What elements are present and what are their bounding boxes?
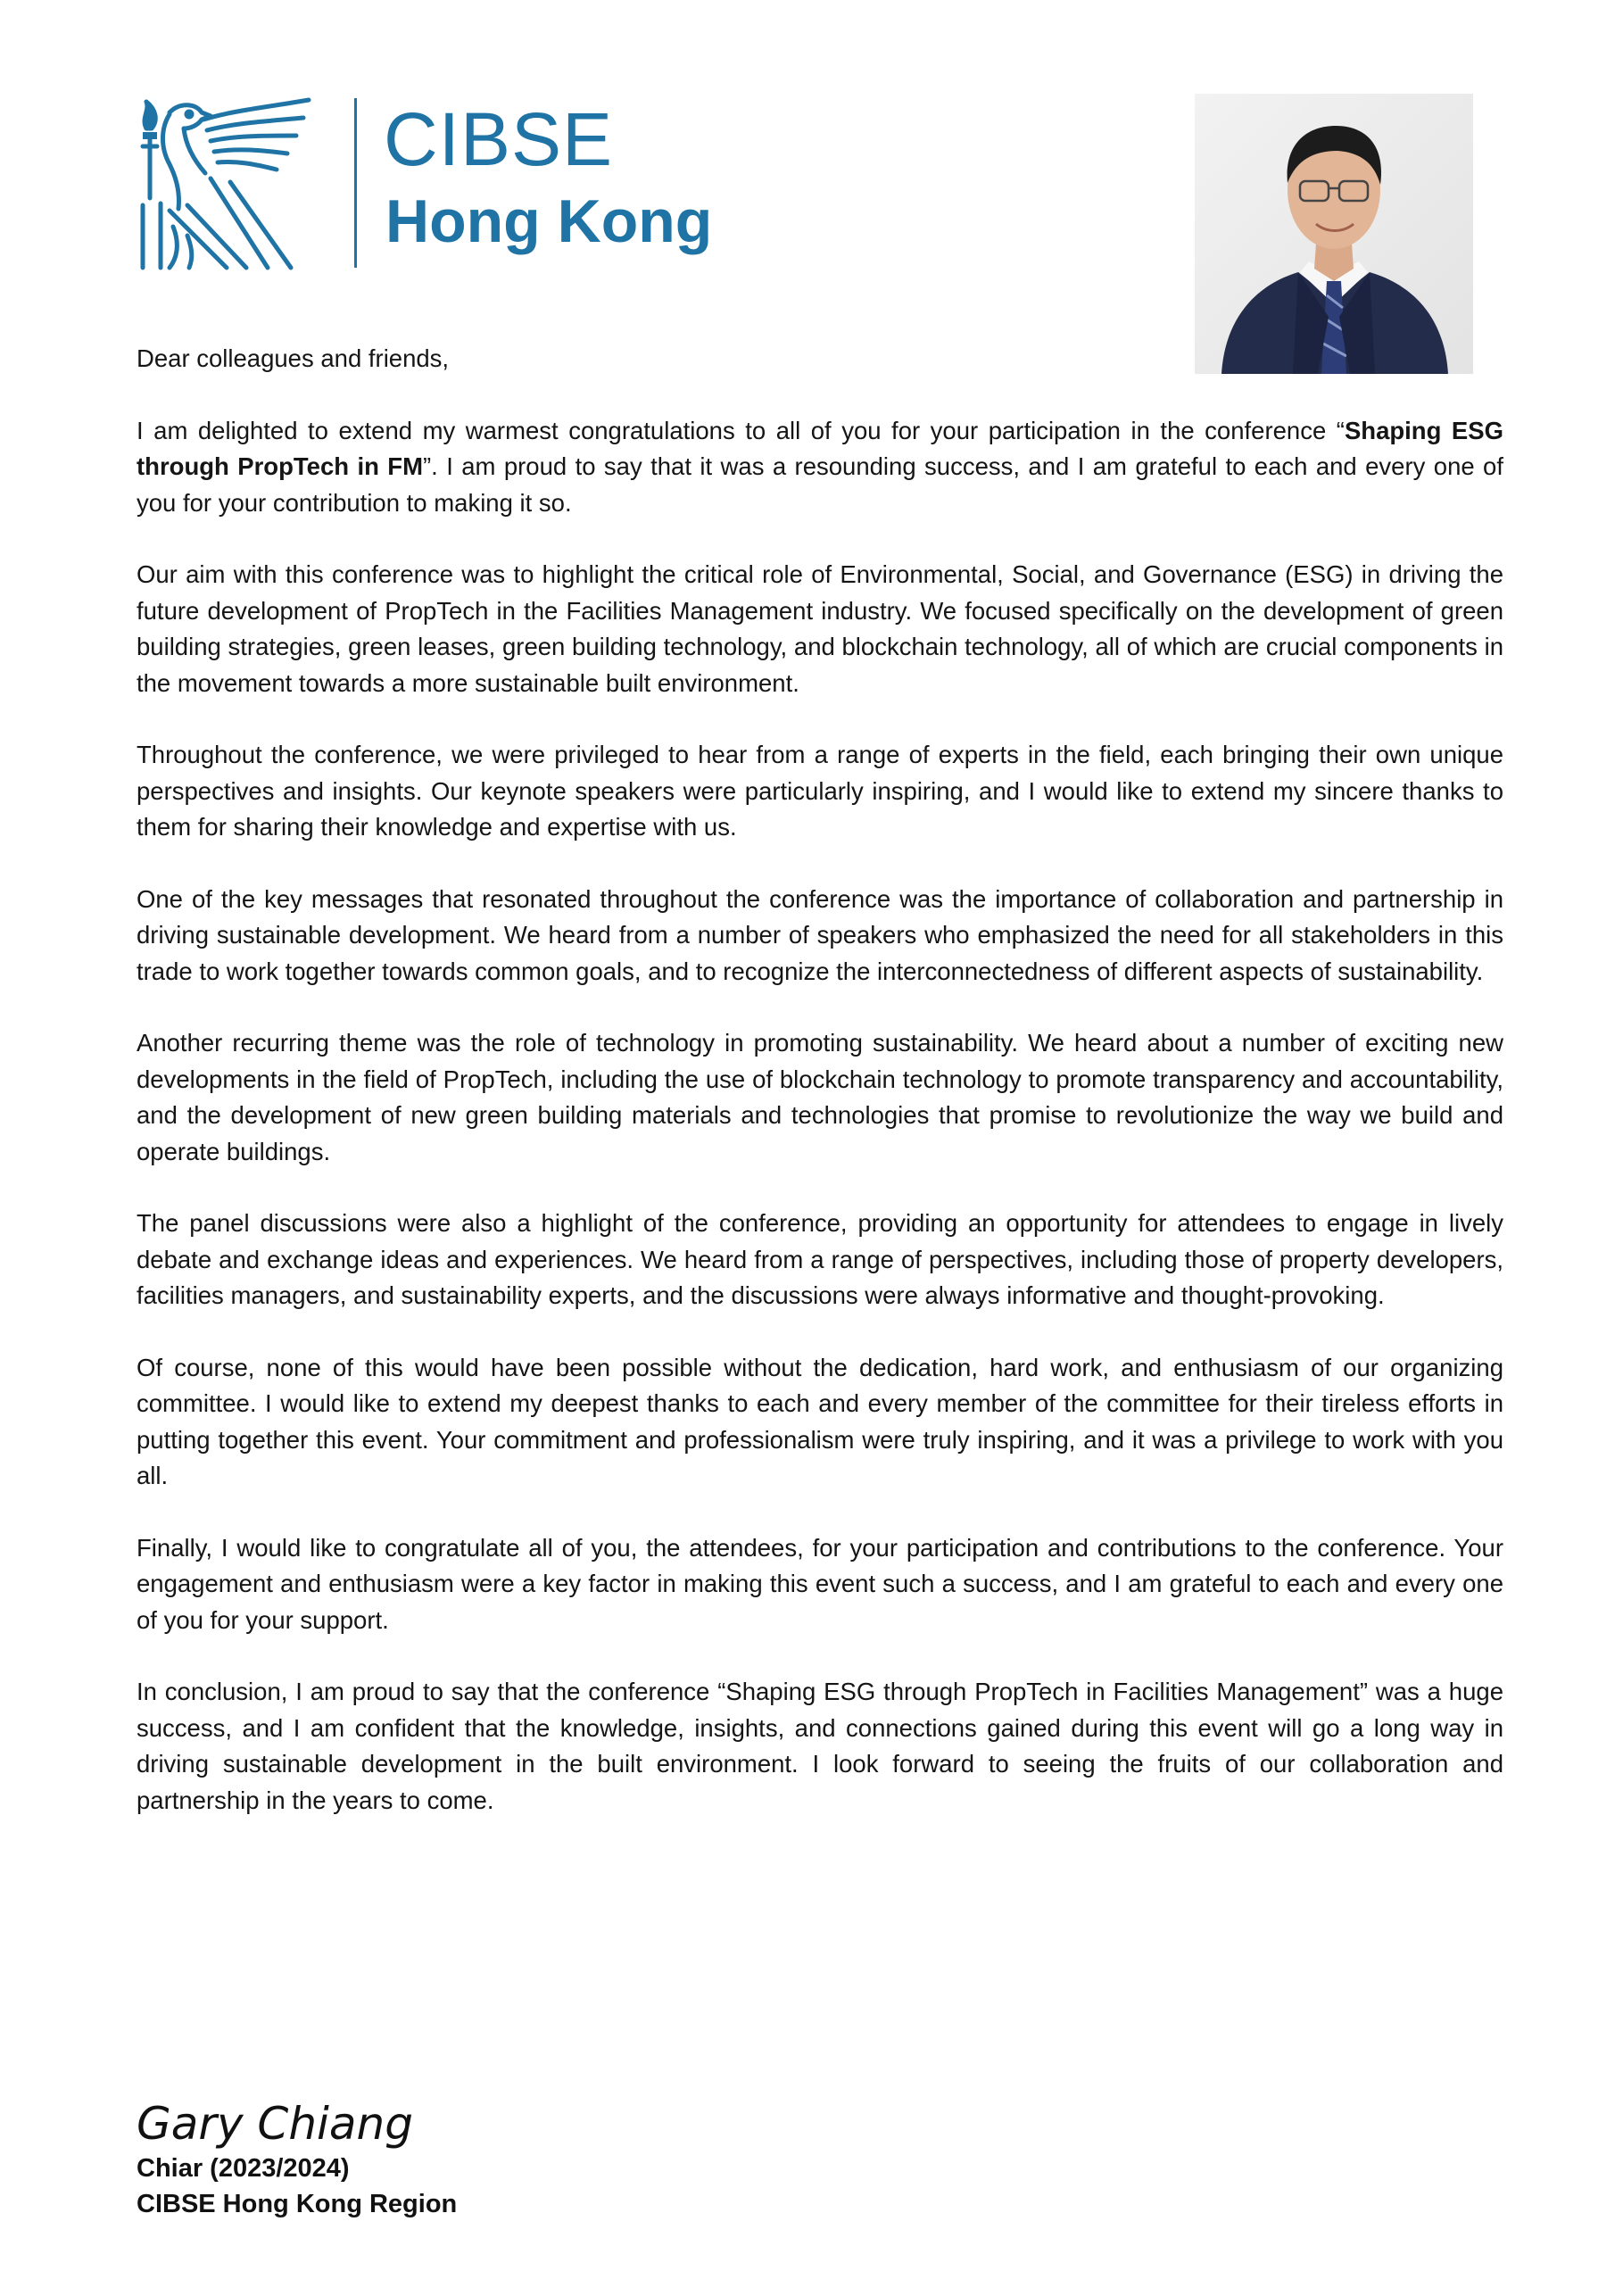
letter-body [137,341,1503,1854]
paragraph-committee-thanks: Of course, none of this would have been possible without the dedication, hard work, and enthusiasm of our organizing committee. I would like to extend my deepest thanks to each and every member of the committee for their tireless efforts in putting together this event. Your commitment and professionalism were truly inspiring, and it was a privilege to work with you all. [137,1353,1503,1489]
logo-wordmark-hong-kong: Hong Kong [385,187,713,255]
portrait-photo-icon [1195,94,1473,374]
signature-organization: CIBSE Hong Kong Region [137,2190,458,2218]
paragraph-intro [137,413,1503,522]
paragraph-speakers: Throughout the conference, we were privileged to hear from a range of experts in the field, each bringing their own unique perspectives and insights. Our keynote speakers were particularly inspiring, and I would like to extend my sincere thanks to them for sharing their knowledge and expertise with us. [137,741,1503,841]
logo-divider [354,98,357,268]
griffin-torch-logo-icon [134,93,312,271]
paragraph-aim: Our aim with this conference was to highlight the critical role of Environmental, Social, and Governance (ESG) in driving the future development of PropTech in the Facilities Management industry. We focused specifically on the development of green building strategies, green leases, green building technology, and blockchain technology, all of which are crucial components in the movement towards a more sustainable built environment. [137,560,1503,697]
paragraph-panel-discussions: The panel discussions were also a highlight of the conference, providing an opportunity for attendees to engage in lively debate and exchange ideas and experiences. We heard from a range of perspectives, including those of property developers, facilities managers, and sustainability experts, and the discussions were always informative and thought-provoking. [137,1209,1503,1309]
paragraph-attendees: Finally, I would like to congratulate all of you, the attendees, for your participation and contributions to the conference. Your engagement and enthusiasm were a key factor in making this event such a success, and I am grateful to each and every one of you for your support. [137,1533,1503,1634]
conference-title-bold: Shaping ESG through PropTech in FM [137,416,1504,480]
intro-text-before-title: I am delighted to extend my warmest congratulations to all of you for your participation in the conference “ [137,416,1345,444]
paragraph-conclusion: In conclusion, I am proud to say that the conference “Shaping ESG through PropTech in Facilities Management” was a huge success, and I am confident that the knowledge, insights, and connections gained during this event will go a long way in driving sustainable development in the built environment. I look forward to seeing the fruits of our collaboration and partnership in the years to come. [137,1678,1503,1814]
logo-wordmark-cibse: CIBSE [384,97,614,181]
signature-title: Chiar (2023/2024) [137,2154,350,2183]
paragraph-collaboration: One of the key messages that resonated throughout the conference was the importance of collaboration and partnership in driving sustainable development. We heard from a number of speakers who emphasized the need for all stakeholders in this trade to work together towards common goals, and to recognize the interconnectedness of different aspects of sustainability. [137,884,1503,985]
paragraph-technology: Another recurring theme was the role of technology in promoting sustainability. We heard about a number of exciting new developments in the field of PropTech, including the use of blockchain technology to promote transparency and accountability, and the development of new green building materials and technologies that promise to revolutionize the way we build and operate buildings. [137,1029,1503,1165]
salutation: Dear colleagues and friends, [137,344,450,372]
signature-name: Gary Chiang [137,2098,413,2150]
intro-text-after-title: ”. I am proud to say that it was a resounding success, and I am grateful to each and every one of you for your contribution to making it so. [137,452,1503,517]
cibse-hong-kong-logo [134,93,758,271]
